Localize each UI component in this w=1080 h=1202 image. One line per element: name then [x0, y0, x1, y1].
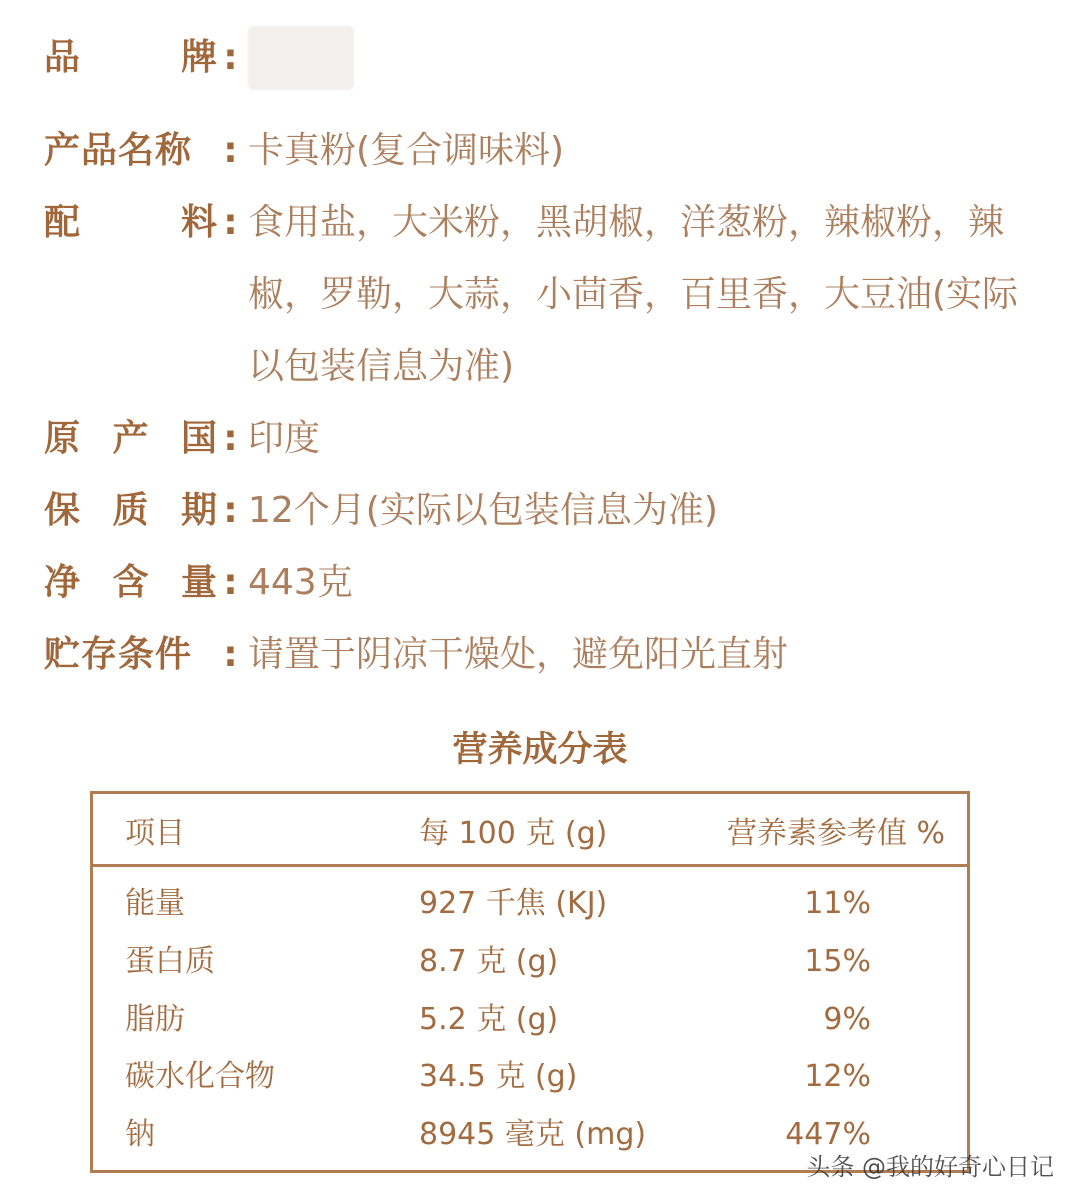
label-char: 期: [180, 490, 218, 531]
label-colon: :: [223, 130, 239, 171]
row-amount: 8.7 克 (g): [419, 944, 559, 979]
label-char: 保: [44, 490, 82, 531]
row-item: 碳水化合物: [125, 1059, 275, 1094]
info-row-ingredients: [44, 187, 1064, 403]
product-info: [44, 22, 1064, 691]
info-value: 卡真粉(复合调味料): [248, 130, 565, 171]
label-char: 产: [112, 418, 150, 459]
info-value: 12个月(实际以包装信息为准): [248, 490, 718, 531]
header-item: 项目: [125, 816, 185, 851]
label-text: 产品名称: [44, 130, 193, 171]
label-char: 含: [112, 562, 150, 603]
nutrition-table-title: 营养成分表: [452, 730, 628, 770]
info-value: 食用盐，大米粉，黑胡椒，洋葱粉，辣椒粉，辣椒，罗勒，大蒜，小茴香，百里香，大豆油(实际以包装信息为准): [248, 202, 1019, 387]
info-label: [44, 403, 244, 475]
watermark: 头条 @我的好奇心日记: [806, 1153, 1054, 1181]
label-char: 量: [180, 562, 218, 603]
row-item: 钠: [125, 1117, 155, 1152]
row-nrv: 12%: [804, 1059, 871, 1094]
info-label: [44, 475, 244, 547]
header-nrv: 营养素参考值 %: [726, 816, 945, 851]
label-colon: :: [223, 490, 239, 531]
table-row: [93, 991, 967, 1049]
blurred-brand-image: [248, 26, 354, 90]
label-text: 贮存条件: [44, 634, 193, 675]
info-row-storage: [44, 619, 1064, 691]
label-char: 国: [180, 418, 218, 459]
label-char: 品: [44, 37, 82, 78]
info-label: [44, 115, 244, 187]
info-row-origin: [44, 403, 1064, 475]
label-char: 原: [44, 418, 82, 459]
table-header: [93, 794, 967, 867]
row-amount: 927 千焦 (KJ): [419, 886, 608, 921]
info-value: 请置于阴凉干燥处，避免阳光直射: [248, 634, 789, 675]
row-amount: 34.5 克 (g): [419, 1059, 578, 1094]
info-value-brand: [244, 22, 1064, 115]
row-amount: 8945 毫克 (mg): [419, 1117, 647, 1152]
label-colon: :: [223, 418, 239, 459]
row-nrv: 447%: [785, 1117, 871, 1152]
table-row: [93, 933, 967, 991]
table-row: [93, 1048, 967, 1106]
info-label: [44, 619, 244, 691]
info-label: [44, 547, 244, 619]
label-char: 配: [44, 202, 82, 243]
info-row-brand: [44, 22, 1064, 115]
info-row-product-name: [44, 115, 1064, 187]
info-value: 印度: [248, 418, 321, 459]
info-row-shelf-life: [44, 475, 1064, 547]
label-colon: :: [223, 202, 239, 243]
info-value: 443克: [248, 562, 353, 603]
label-colon: :: [223, 634, 239, 675]
header-per-100g: 每 100 克 (g): [419, 816, 608, 851]
label-colon: :: [223, 562, 239, 603]
info-row-net-content: [44, 547, 1064, 619]
row-nrv: 9%: [823, 1002, 871, 1037]
row-nrv: 15%: [804, 944, 871, 979]
label-char: 牌: [180, 37, 218, 78]
row-item: 能量: [125, 886, 185, 921]
table-row: [93, 875, 967, 933]
label-colon: :: [223, 37, 239, 78]
row-item: 脂肪: [125, 1002, 185, 1037]
info-label: [44, 187, 244, 259]
label-char: 质: [112, 490, 150, 531]
label-char: 料: [180, 202, 218, 243]
row-nrv: 11%: [804, 886, 871, 921]
row-item: 蛋白质: [125, 944, 215, 979]
label-char: 净: [44, 562, 82, 603]
info-label: [44, 22, 244, 94]
nutrition-table: [90, 791, 970, 1173]
row-amount: 5.2 克 (g): [419, 1002, 559, 1037]
